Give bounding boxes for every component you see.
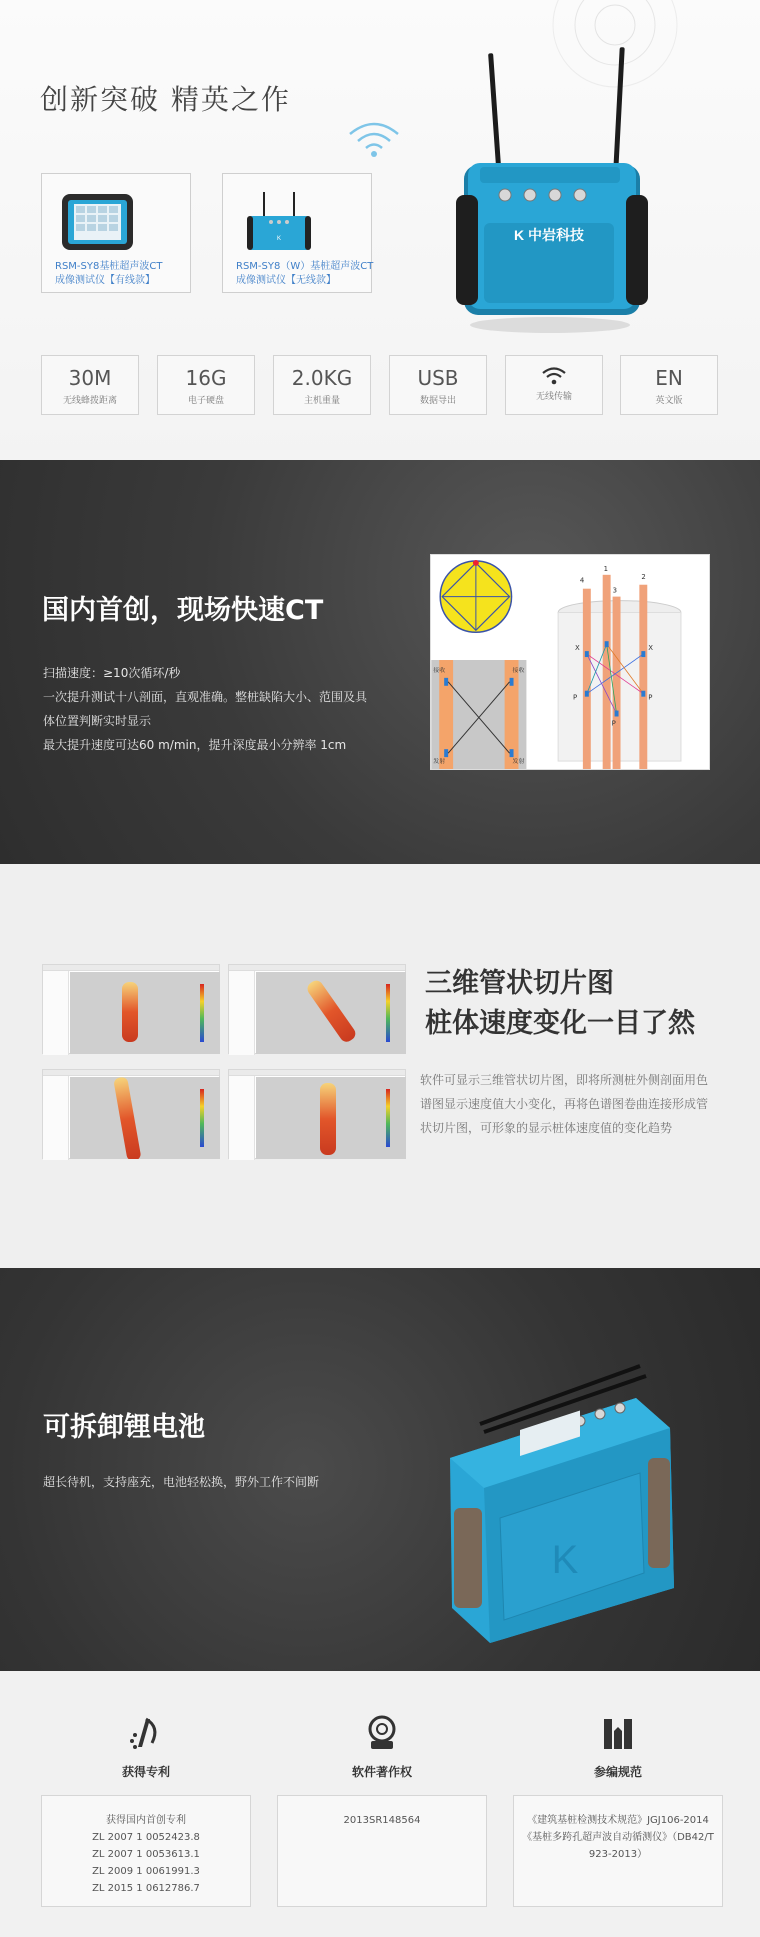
copyright-icon: [362, 1713, 402, 1753]
ct-line-4: 最大提升速度可达60 m/min，提升深度最小分辨率 1cm: [43, 738, 347, 752]
credentials-section: [0, 1671, 760, 1937]
wireless-caption: [236, 260, 376, 288]
svg-text:K: K: [551, 1538, 579, 1582]
battery-description: 超长待机，支持座充，电池轻松换，野外工作不间断: [43, 1475, 320, 1489]
ct-section: [0, 460, 760, 864]
feature-range-label: 无线蜂拨距离: [62, 396, 117, 406]
hero-headline: 创新突破 精英之作: [40, 83, 291, 116]
ct-line-1: 扫描速度：≥10次循环/秒: [43, 666, 181, 680]
standard-line-3: 923-2013）: [588, 1849, 648, 1860]
receive-label-left: 接收: [433, 666, 446, 674]
ct-title: 国内首创，现场快速CT: [42, 595, 324, 626]
wireless-device-image: [241, 192, 316, 252]
patent-icon: [126, 1713, 166, 1753]
feature-weight: [273, 355, 371, 415]
pipe-label-3: 3: [612, 586, 618, 595]
feature-range: [41, 355, 139, 415]
patent-line-1: 获得国内首创专利: [106, 1815, 186, 1826]
ct-line-3: 体位置判断实时显示: [43, 714, 152, 728]
patent-box: [41, 1795, 251, 1907]
emit-label-right: 发射: [512, 758, 525, 766]
marker-x-left: X: [574, 644, 580, 653]
battery-title: 可拆卸锂电池: [43, 1412, 205, 1443]
copyright-label: 软件著作权: [351, 1765, 412, 1779]
feature-usb-label: 数据导出: [419, 396, 456, 406]
pipe-label-4: 4: [579, 576, 585, 585]
hero-section: [0, 0, 760, 460]
standard-line-2: 《基桩多跨孔超声波自动循测仪》（DB42/T: [522, 1832, 714, 1843]
standard-label: 参编规范: [593, 1765, 642, 1779]
slice-screenshot-4: [228, 1069, 406, 1159]
patent-label: 获得专利: [121, 1765, 170, 1779]
svg-text:K 中岩科技: K 中岩科技: [514, 227, 584, 243]
standard-book-icon: [598, 1713, 638, 1753]
feature-weight-label: 主机重量: [303, 396, 340, 406]
receive-label-right: 接收: [512, 666, 525, 674]
battery-device-image: [440, 1358, 680, 1643]
marker-p-right: P: [648, 693, 653, 702]
wired-caption: [55, 260, 195, 288]
patent-line-5: ZL 2015 1 0612786.7: [92, 1883, 200, 1894]
slice-title: [425, 964, 695, 1044]
feature-english-label: 英文版: [655, 396, 683, 406]
ct-line-2: 一次提升测试十八剖面，直观准确。整桩缺陷大小、范围及具: [43, 690, 368, 704]
wireless-device-hero-image: [450, 45, 650, 335]
patent-column: [41, 1713, 251, 1894]
patent-line-4: ZL 2009 1 0061991.3: [92, 1866, 200, 1877]
slice-title-line2: 桩体速度变化一目了然: [425, 1008, 695, 1039]
wifi-icon: [541, 366, 567, 386]
standard-line-1: 《建筑基桩检测技术规范》JGJ106-2014: [527, 1815, 709, 1826]
product-card-wireless[interactable]: [222, 173, 372, 293]
feature-storage: [157, 355, 255, 415]
pipe-label-1: 1: [603, 564, 609, 573]
feature-weight-value: 2.0KG: [291, 366, 353, 390]
wired-device-image: [60, 192, 135, 252]
marker-p-bottom: P: [611, 719, 616, 728]
pipe-label-2: 2: [641, 572, 646, 581]
marker-x-right: X: [648, 644, 654, 653]
copyright-line-1: 2013SR148564: [343, 1815, 421, 1826]
feature-usb-value: USB: [417, 366, 459, 390]
feature-wireless-label: 无线传输: [535, 392, 572, 402]
feature-english-value: EN: [655, 366, 683, 390]
wired-caption-line1: RSM-SY8基桩超声波CT: [55, 261, 163, 272]
slice-screenshot-1: [42, 964, 220, 1054]
ct-scan-diagram: [430, 554, 710, 770]
feature-wireless: [505, 355, 603, 415]
standard-column: [513, 1713, 723, 1860]
wifi-icon: [346, 116, 402, 164]
patent-line-3: ZL 2007 1 0053613.1: [92, 1849, 200, 1860]
battery-section: [0, 1268, 760, 1671]
ct-description: [43, 661, 403, 757]
slice-description: 软件可显示三维管状切片图，即将所测桩外侧剖面用色谱图显示速度值大小变化，再将色谱图卷曲连接形成管状切片图，可形象的显示桩体速度值的变化趋势: [420, 1073, 709, 1135]
feature-english: [620, 355, 718, 415]
patent-line-2: ZL 2007 1 0052423.8: [92, 1832, 200, 1843]
marker-p-left: P: [572, 693, 578, 702]
wired-caption-line2: 成像测试仪【有线款】: [55, 275, 155, 286]
copyright-column: [277, 1713, 487, 1826]
wireless-caption-line1: RSM-SY8（W）基桩超声波CT: [236, 261, 374, 272]
copyright-box: [277, 1795, 487, 1907]
slice-title-line1: 三维管状切片图: [425, 968, 614, 999]
feature-usb: [389, 355, 487, 415]
product-card-wired[interactable]: [41, 173, 191, 293]
standard-box: [513, 1795, 723, 1907]
wireless-caption-line2: 成像测试仪【无线款】: [236, 275, 336, 286]
slice-screenshot-3: [42, 1069, 220, 1159]
feature-storage-value: 16G: [185, 366, 227, 390]
slice-screenshot-2: [228, 964, 406, 1054]
feature-range-value: 30M: [68, 366, 112, 390]
slice-section: [0, 864, 760, 1268]
feature-storage-label: 电子硬盘: [187, 396, 224, 406]
emit-label-left: 发射: [433, 758, 446, 766]
svg-text:K: K: [276, 236, 282, 242]
